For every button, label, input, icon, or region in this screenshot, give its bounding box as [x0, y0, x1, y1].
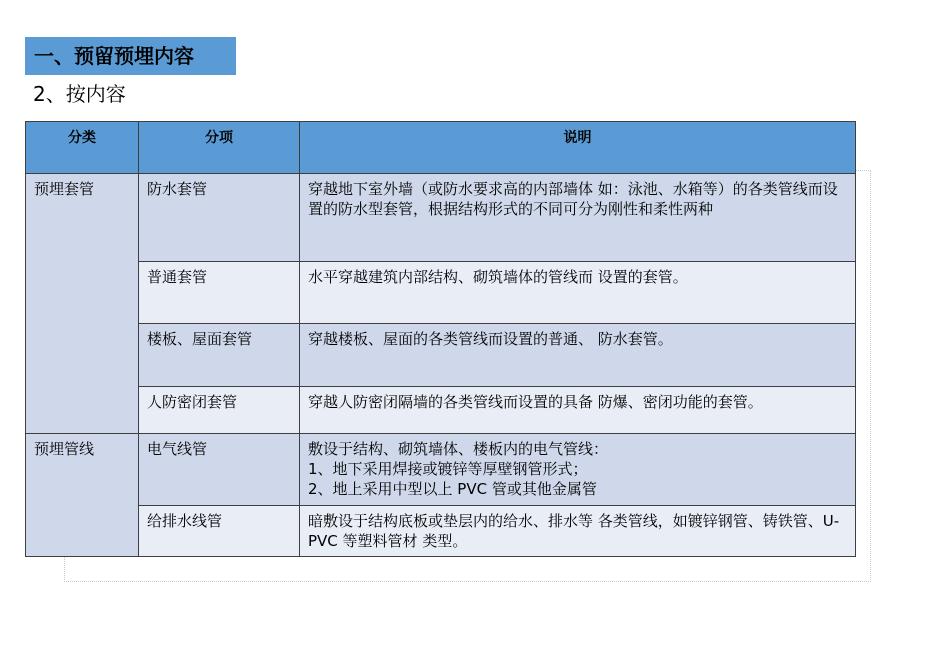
header-category: 分类 — [26, 122, 139, 174]
item-cell: 人防密闭套管 — [139, 387, 300, 434]
description-cell: 水平穿越建筑内部结构、砌筑墙体的管线而 设置的套管。 — [300, 262, 856, 324]
category-cell: 预埋套管 — [26, 174, 139, 434]
description-cell: 穿越地下室外墙（或防水要求高的内部墙体 如：泳池、水箱等）的各类管线而设置的防水型套管，根据结构形式的不同可分为刚性和柔性两种 — [300, 174, 856, 262]
header-description: 说明 — [300, 122, 856, 174]
description-line: 敷设于结构、砌筑墙体、楼板内的电气管线： — [308, 440, 609, 458]
header-item: 分项 — [139, 122, 300, 174]
item-cell: 防水套管 — [139, 174, 300, 262]
description-line: 2、地上采用中型以上 PVC 管或其他金属管 — [308, 480, 597, 498]
description-line: 1、地下采用焊接或镀锌等厚壁钢管形式； — [308, 460, 588, 478]
table-header-row — [26, 122, 856, 174]
description-cell: 暗敷设于结构底板或垫层内的给水、排水等 各类管线，如镀锌钢管、铸铁管、U-PVC 等塑料管材 类型。 — [300, 506, 856, 557]
item-cell: 给排水线管 — [139, 506, 300, 557]
description-cell: 穿越人防密闭隔墙的各类管线而设置的具备 防爆、密闭功能的套管。 — [300, 387, 856, 434]
table-row — [26, 324, 856, 387]
table-row — [26, 506, 856, 557]
section-title: 一、预留预埋内容 — [25, 37, 236, 75]
item-cell: 普通套管 — [139, 262, 300, 324]
description-cell — [300, 434, 856, 506]
item-cell: 电气线管 — [139, 434, 300, 506]
table-row — [26, 387, 856, 434]
table-row — [26, 262, 856, 324]
description-cell: 穿越楼板、屋面的各类管线而设置的普通、 防水套管。 — [300, 324, 856, 387]
category-cell: 预埋管线 — [26, 434, 139, 557]
item-cell: 楼板、屋面套管 — [139, 324, 300, 387]
table-row — [26, 434, 856, 506]
subtitle: 2、按内容 — [33, 82, 126, 106]
table-row — [26, 174, 856, 262]
content-table — [25, 121, 856, 557]
